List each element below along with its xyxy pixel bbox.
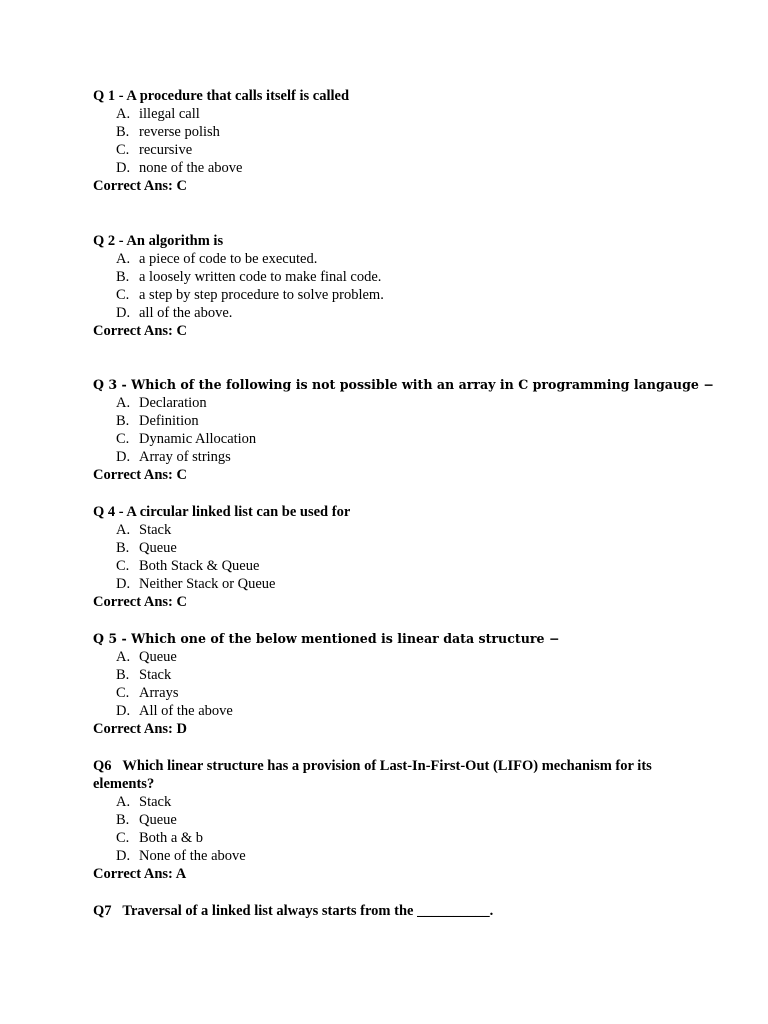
option-list <box>93 521 693 593</box>
correct-answer: Correct Ans: C <box>93 594 187 611</box>
option-letter: C. <box>116 431 130 448</box>
option-text: Queue <box>139 812 177 829</box>
question-5 <box>93 630 693 738</box>
option-d <box>93 847 693 865</box>
option-letter: D. <box>116 576 131 593</box>
option-d <box>93 448 693 466</box>
option-text: recursive <box>139 142 193 159</box>
option-a <box>93 105 693 123</box>
option-c <box>93 430 693 448</box>
correct-answer: Correct Ans: D <box>93 721 187 738</box>
option-letter: C. <box>116 685 130 702</box>
option-a <box>93 250 693 268</box>
option-text: Both Stack & Queue <box>139 558 260 575</box>
option-text: Definition <box>139 413 199 430</box>
option-letter: B. <box>116 540 130 557</box>
option-letter: A. <box>116 395 131 411</box>
option-d <box>93 159 693 177</box>
option-list <box>93 394 693 466</box>
option-b <box>93 123 693 141</box>
question-title: Q6 Which linear structure has a provision of Last-In-First-Out (LIFO) mechanism for its elements? <box>93 758 652 792</box>
option-d <box>93 702 693 720</box>
option-a <box>93 394 693 412</box>
option-letter: A. <box>116 251 131 267</box>
option-text: none of the above <box>139 160 243 177</box>
option-b <box>93 268 693 286</box>
option-text: Queue <box>139 649 177 665</box>
option-letter: A. <box>116 649 131 665</box>
option-d <box>93 575 693 593</box>
option-letter: B. <box>116 124 130 141</box>
correct-answer: Correct Ans: C <box>93 178 187 195</box>
option-text: All of the above <box>139 703 233 720</box>
option-text: reverse polish <box>139 124 220 141</box>
option-text: a piece of code to be executed. <box>139 251 318 267</box>
option-text: a step by step procedure to solve problem. <box>139 287 384 304</box>
option-letter: B. <box>116 812 130 829</box>
option-letter: B. <box>116 413 130 430</box>
option-list <box>93 648 693 720</box>
option-text: all of the above. <box>139 305 233 322</box>
option-letter: D. <box>116 305 131 322</box>
option-text: Array of strings <box>139 449 231 466</box>
option-c <box>93 829 693 847</box>
option-letter: C. <box>116 287 130 304</box>
option-letter: A. <box>116 106 131 122</box>
question-6 <box>93 757 693 883</box>
question-7 <box>93 902 693 920</box>
question-1 <box>93 87 693 195</box>
option-text: a loosely written code to make final code. <box>139 269 382 286</box>
option-list <box>93 105 693 177</box>
question-title: Q 4 - A circular linked list can be used for <box>93 504 351 520</box>
option-c <box>93 557 693 575</box>
option-text: Dynamic Allocation <box>139 431 257 448</box>
option-letter: C. <box>116 142 130 159</box>
option-text: illegal call <box>139 106 200 122</box>
option-b <box>93 539 693 557</box>
option-text: None of the above <box>139 848 246 865</box>
option-c <box>93 286 693 304</box>
option-a <box>93 793 693 811</box>
option-letter: D. <box>116 160 131 177</box>
question-title: Q 1 - A procedure that calls itself is called <box>93 88 350 104</box>
option-a <box>93 521 693 539</box>
option-letter: C. <box>116 830 130 847</box>
option-c <box>93 684 693 702</box>
option-letter: B. <box>116 269 130 286</box>
option-text: Both a & b <box>139 830 204 847</box>
option-text: Declaration <box>139 395 207 411</box>
question-title: Q 3 - Which of the following is not possible with an array in C programming langauge − <box>93 377 714 392</box>
question-4 <box>93 503 693 611</box>
option-list <box>93 250 693 322</box>
option-letter: A. <box>116 794 131 810</box>
question-2 <box>93 232 693 340</box>
option-letter: D. <box>116 848 131 865</box>
correct-answer: Correct Ans: A <box>93 866 187 883</box>
question-title: Q 2 - An algorithm is <box>93 233 224 249</box>
option-a <box>93 648 693 666</box>
option-text: Queue <box>139 540 177 557</box>
option-b <box>93 666 693 684</box>
option-text: Arrays <box>139 685 179 702</box>
option-letter: D. <box>116 703 131 720</box>
option-c <box>93 141 693 159</box>
correct-answer: Correct Ans: C <box>93 467 187 484</box>
question-title: Q7 Traversal of a linked list always starts from the __________. <box>93 903 494 919</box>
option-letter: D. <box>116 449 131 466</box>
option-text: Neither Stack or Queue <box>139 576 276 593</box>
option-letter: C. <box>116 558 130 575</box>
option-d <box>93 304 693 322</box>
option-letter: A. <box>116 522 131 538</box>
option-b <box>93 811 693 829</box>
option-list <box>93 793 693 865</box>
option-b <box>93 412 693 430</box>
question-3 <box>93 376 714 484</box>
question-title: Q 5 - Which one of the below mentioned is linear data structure − <box>93 631 560 646</box>
option-text: Stack <box>139 522 172 538</box>
correct-answer: Correct Ans: C <box>93 323 187 340</box>
option-letter: B. <box>116 667 130 684</box>
option-text: Stack <box>139 794 172 810</box>
option-text: Stack <box>139 667 172 684</box>
